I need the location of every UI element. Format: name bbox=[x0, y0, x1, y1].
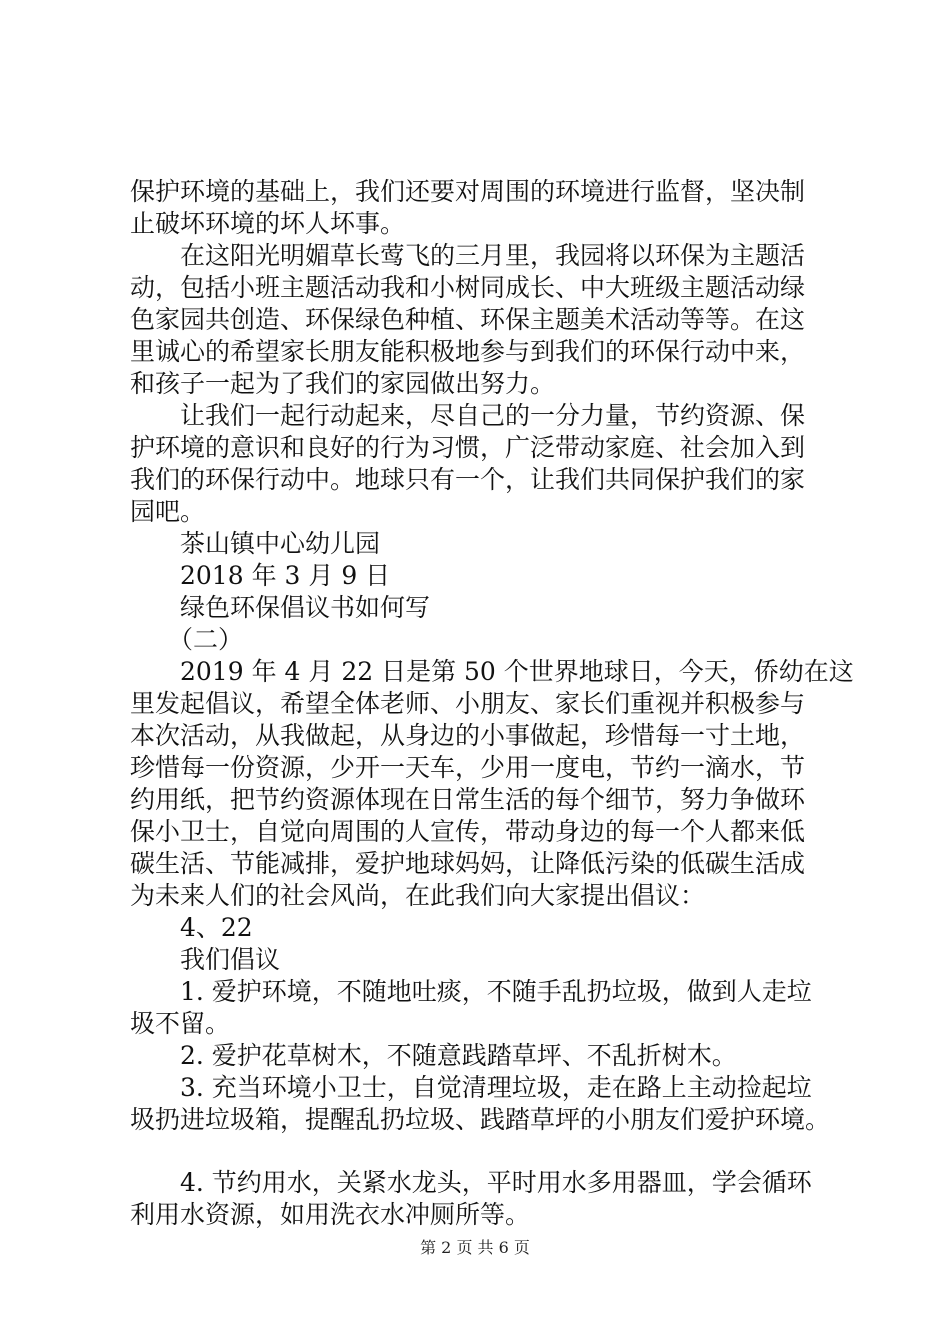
date-label: 4、22 bbox=[180, 913, 253, 942]
paragraph-line: 在这阳光明媚草长莺飞的三月里，我园将以环保为主题活 bbox=[180, 241, 806, 270]
paragraph-line: 本次活动，从我做起，从身边的小事做起，珍惜每一寸土地， bbox=[130, 721, 806, 750]
paragraph-line: 我们的环保行动中。地球只有一个，让我们共同保护我们的家 bbox=[130, 465, 806, 494]
paragraph-line: 约用纸，把节约资源体现在日常生活的每个细节，努力争做环 bbox=[130, 785, 806, 814]
paragraph-line: 色家园共创造、环保绿色种植、环保主题美术活动等等。在这 bbox=[130, 305, 806, 334]
list-item: 3. 充当环境小卫士，自觉清理垃圾，走在路上主动捡起垃 bbox=[180, 1073, 812, 1102]
paragraph-line: 碳生活、节能减排，爱护地球妈妈，让降低污染的低碳生活成 bbox=[130, 849, 806, 878]
list-item: 4. 节约用水，关紧水龙头，平时用水多用器皿，学会循环 bbox=[180, 1168, 812, 1197]
list-item-continuation: 圾扔进垃圾箱，提醒乱扔垃圾、践踏草坪的小朋友们爱护环境。 bbox=[130, 1105, 831, 1134]
paragraph-line: 动，包括小班主题活动我和小树同成长、中大班级主题活动绿 bbox=[130, 273, 806, 302]
paragraph-line: 保小卫士，自觉向周围的人宣传，带动身边的每一个人都来低 bbox=[130, 817, 806, 846]
paragraph-line: 园吧。 bbox=[130, 497, 206, 526]
paragraph-line: 珍惜每一份资源，少开一天车，少用一度电，节约一滴水，节 bbox=[130, 753, 806, 782]
paragraph-line: 护环境的意识和良好的行为习惯，广泛带动家庭、社会加入到 bbox=[130, 433, 806, 462]
list-item-continuation: 圾不留。 bbox=[130, 1009, 231, 1038]
paragraph-line: 里发起倡议，希望全体老师、小朋友、家长们重视并积极参与 bbox=[130, 689, 806, 718]
list-item: 1. 爱护环境，不随地吐痰，不随手乱扔垃圾，做到人走垃 bbox=[180, 977, 812, 1006]
subheading: 我们倡议 bbox=[180, 945, 281, 974]
paragraph-line: 保护环境的基础上，我们还要对周围的环境进行监督，坚决制 bbox=[130, 177, 806, 206]
paragraph-line: 里诚心的希望家长朋友能积极地参与到我们的环保行动中来， bbox=[130, 337, 806, 366]
list-item-continuation: 利用水资源，如用洗衣水冲厕所等。 bbox=[130, 1200, 531, 1229]
signature-org: 茶山镇中心幼儿园 bbox=[180, 529, 381, 558]
paragraph-line: 止破坏环境的坏人坏事。 bbox=[130, 209, 406, 238]
page-footer: 第 2 页 共 6 页 bbox=[420, 1238, 530, 1257]
paragraph-line: 和孩子一起为了我们的家园做出努力。 bbox=[130, 369, 556, 398]
list-item: 2. 爱护花草树木，不随意践踏草坪、不乱折树木。 bbox=[180, 1041, 737, 1070]
section-number: （二） bbox=[168, 625, 244, 654]
paragraph-line: 为未来人们的社会风尚，在此我们向大家提出倡议： bbox=[130, 881, 706, 910]
section-title: 绿色环保倡议书如何写 bbox=[180, 593, 431, 622]
signature-date: 2018 年 3 月 9 日 bbox=[180, 561, 391, 590]
paragraph-line: 让我们一起行动起来，尽自己的一分力量，节约资源、保 bbox=[180, 401, 806, 430]
paragraph-line: 2019 年 4 月 22 日是第 50 个世界地球日，今天，侨幼在这 bbox=[180, 657, 854, 686]
